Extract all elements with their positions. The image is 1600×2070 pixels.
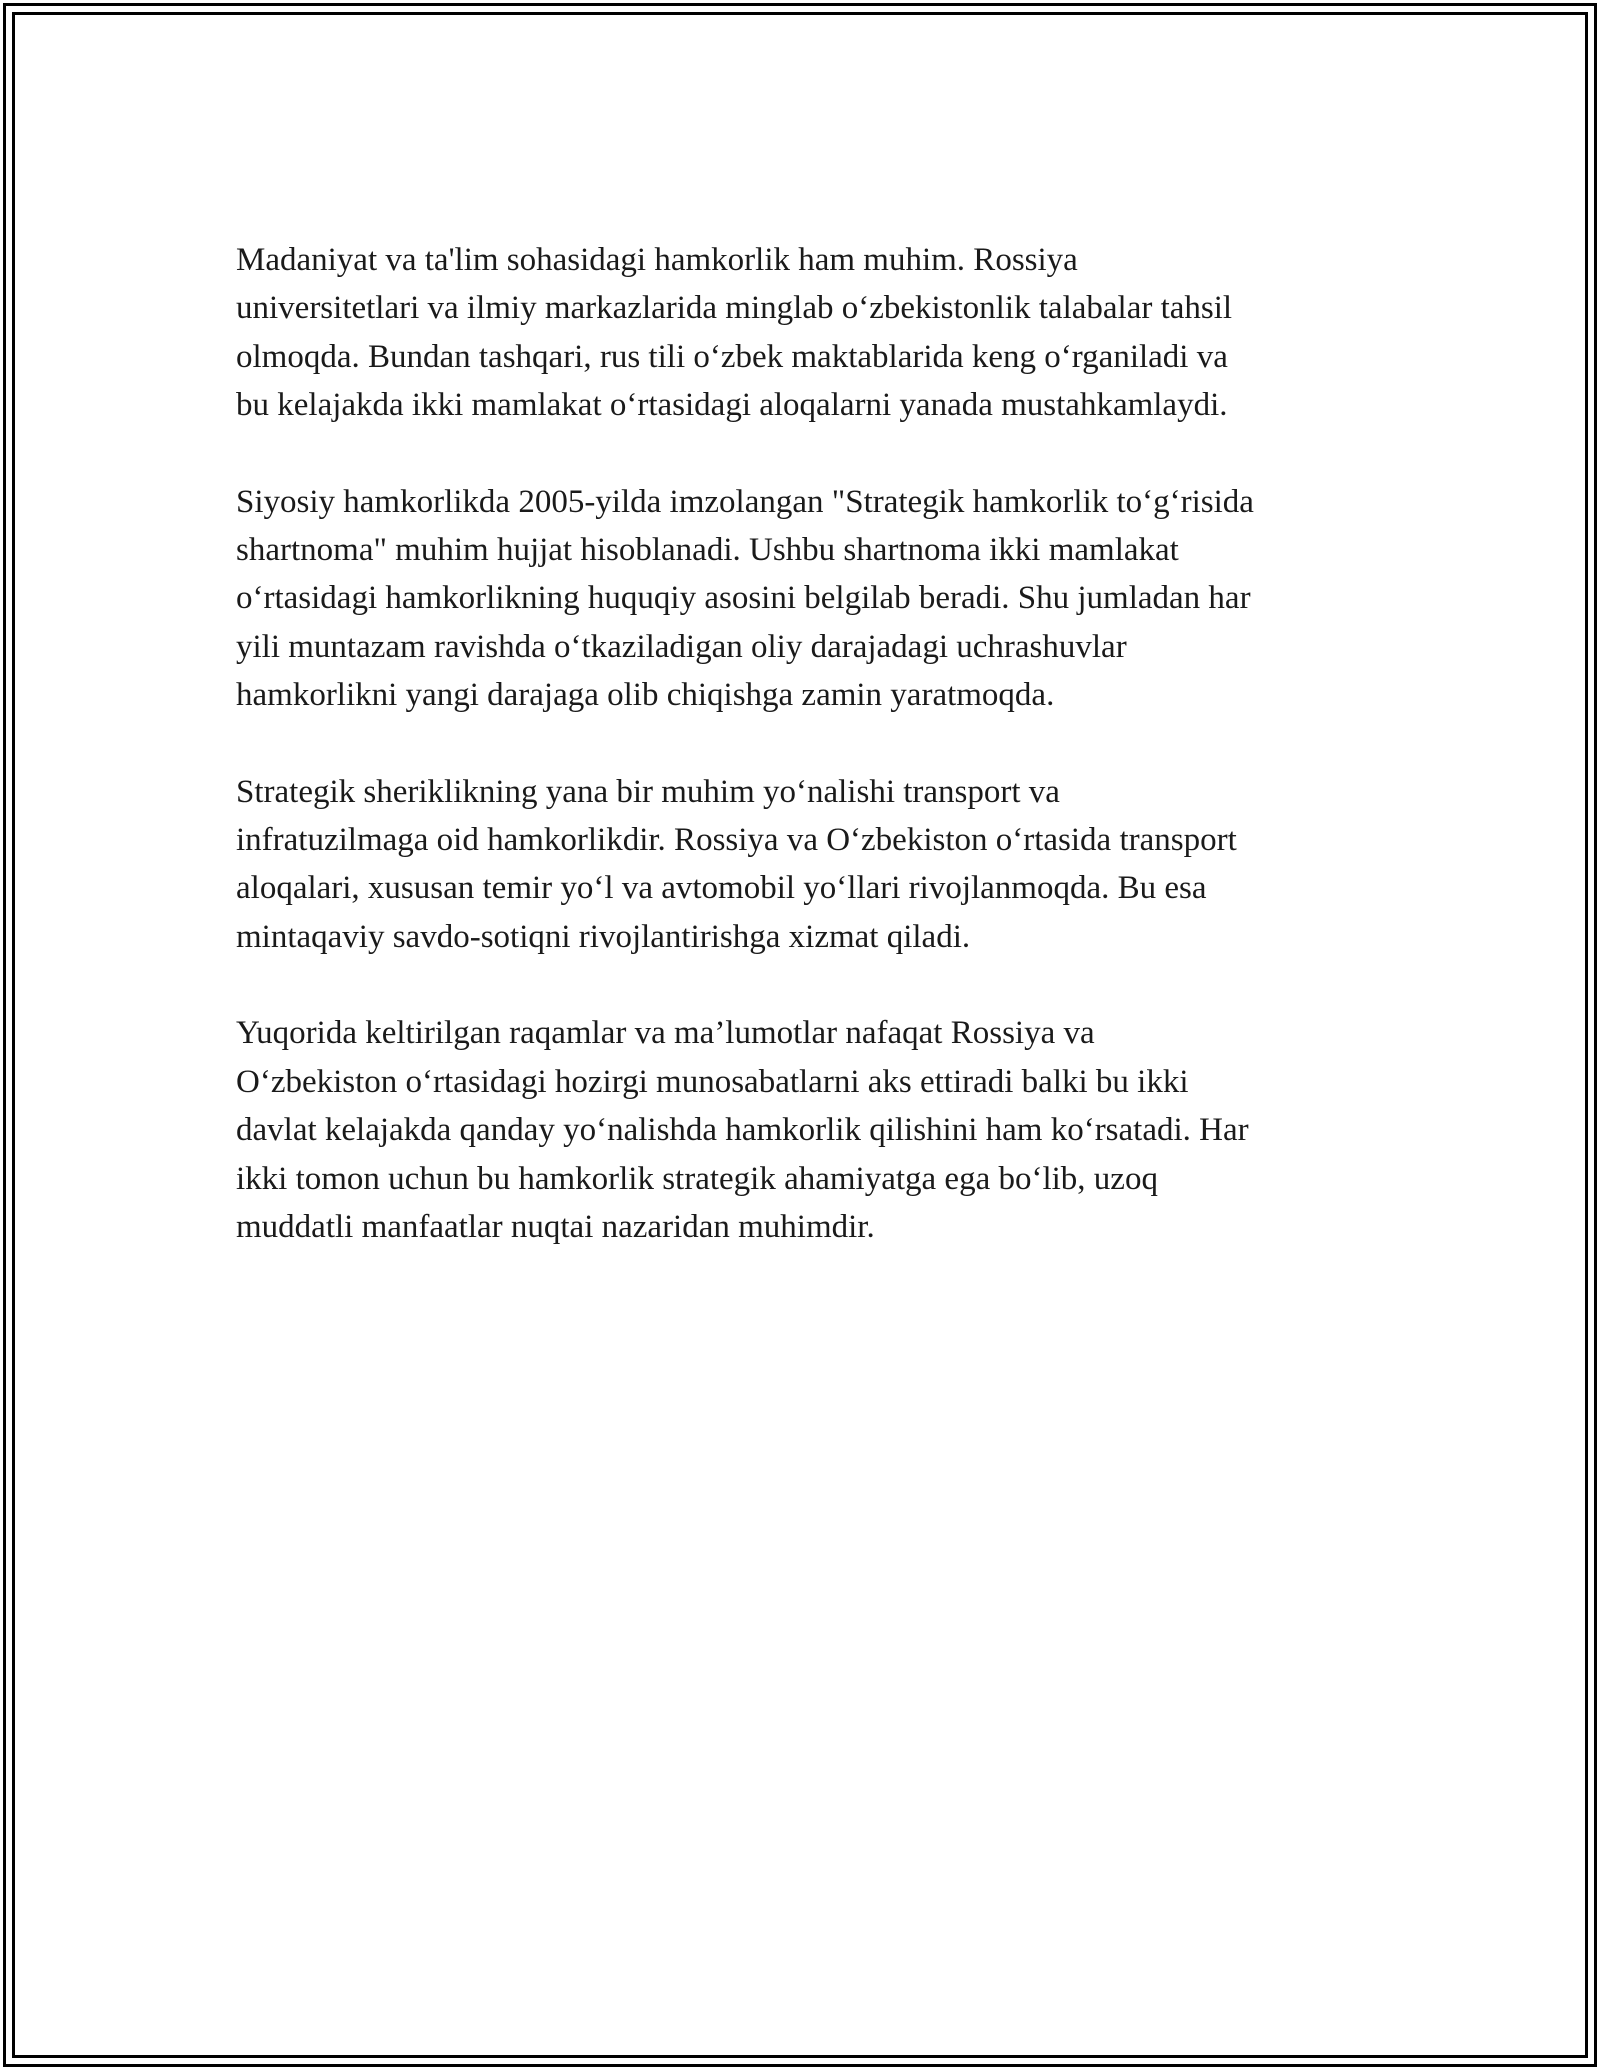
paragraph-culture-education [236, 236, 1376, 430]
text-line: hamkorlikni yangi darajaga olib chiqishga zamin yaratmoqda. [236, 677, 1055, 714]
text-line: yili muntazam ravishda o‘tkaziladigan oliy darajadagi uchrashuvlar [236, 628, 1127, 665]
text-line: Siyosiy hamkorlikda 2005-yilda imzolangan "Strategik hamkorlik to‘g‘risida [236, 483, 1254, 520]
text-line: davlat kelajakda qanday yo‘nalishda hamkorlik qilishini ham ko‘rsatadi. Har [236, 1112, 1249, 1149]
text-line: infratuzilmaga oid hamkorlikdir. Rossiya va O‘zbekiston o‘rtasida transport [236, 822, 1237, 859]
document-body [236, 236, 1376, 1299]
paragraph-conclusion [236, 1009, 1376, 1251]
text-line: mintaqaviy savdo-sotiqni rivojlantirishga xizmat qiladi. [236, 918, 971, 955]
text-line: Yuqorida keltirilgan raqamlar va ma’lumotlar nafaqat Rossiya va [236, 1015, 1095, 1052]
text-line: O‘zbekiston o‘rtasidagi hozirgi munosabatlarni aks ettiradi balki bu ikki [236, 1063, 1189, 1100]
text-line: olmoqda. Bundan tashqari, rus tili o‘zbek maktablarida keng o‘rganiladi va [236, 338, 1228, 375]
text-line: ikki tomon uchun bu hamkorlik strategik ahamiyatga ega bo‘lib, uzoq [236, 1160, 1158, 1197]
paragraph-political-cooperation [236, 478, 1376, 720]
text-line: o‘rtasidagi hamkorlikning huquqiy asosini belgilab beradi. Shu jumladan har [236, 580, 1251, 617]
text-line: Madaniyat va ta'lim sohasidagi hamkorlik ham muhim. Rossiya [236, 242, 1078, 278]
text-line: muddatli manfaatlar nuqtai nazaridan muhimdir. [236, 1208, 875, 1245]
text-line: universitetlari va ilmiy markazlarida minglab o‘zbekistonlik talabalar tahsil [236, 290, 1233, 327]
text-line: bu kelajakda ikki mamlakat o‘rtasidagi aloqalarni yanada mustahkamlaydi. [236, 387, 1228, 424]
text-line: shartnoma" muhim hujjat hisoblanadi. Ushbu shartnoma ikki mamlakat [236, 532, 1179, 569]
text-line: Strategik sheriklikning yana bir muhim yo‘nalishi transport va [236, 773, 1060, 810]
text-line: aloqalari, xususan temir yo‘l va avtomobil yo‘llari rivojlanmoqda. Bu esa [236, 870, 1207, 907]
paragraph-transport-infrastructure [236, 768, 1376, 962]
